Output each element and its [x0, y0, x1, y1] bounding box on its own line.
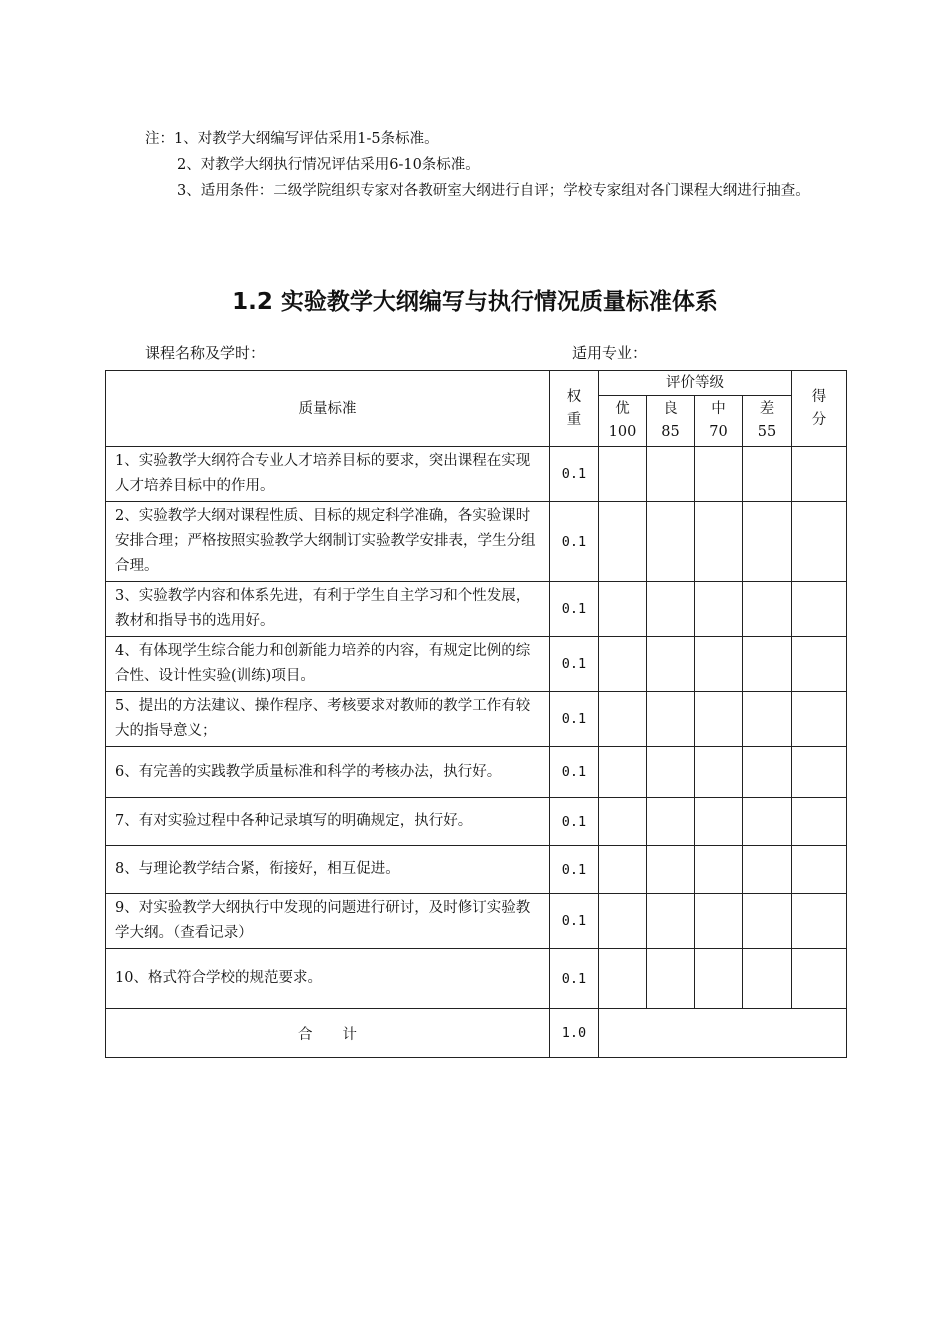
criterion-text: 10、格式符合学校的规范要求。 — [106, 949, 550, 1009]
applicable-major-label: 适用专业： — [572, 344, 648, 362]
criterion-text: 4、有体现学生综合能力和创新能力培养的内容，有规定比例的综合性、设计性实验(训练)项目。 — [106, 637, 550, 692]
rating-cell — [695, 582, 743, 637]
rating-cell — [743, 747, 792, 798]
rating-cell — [695, 502, 743, 582]
grade-good: 良 85 — [647, 396, 695, 447]
score-cell — [792, 502, 847, 582]
criterion-weight: 0.1 — [550, 798, 599, 846]
rating-cell — [695, 894, 743, 949]
rating-cell — [695, 798, 743, 846]
table-row — [106, 502, 847, 582]
score-cell — [792, 747, 847, 798]
criterion-weight: 0.1 — [550, 502, 599, 582]
criterion-weight: 0.1 — [550, 447, 599, 502]
total-weight: 1.0 — [550, 1009, 599, 1058]
criterion-text: 8、与理论教学结合紧，衔接好，相互促进。 — [106, 846, 550, 894]
rating-cell — [743, 894, 792, 949]
rating-cell — [599, 798, 647, 846]
rating-cell — [599, 447, 647, 502]
total-row — [106, 1009, 847, 1058]
notes-block — [145, 126, 815, 204]
grade-medium: 中 70 — [695, 396, 743, 447]
header-standard: 质量标准 — [106, 371, 550, 447]
score-cell — [792, 894, 847, 949]
criterion-text: 5、提出的方法建议、操作程序、考核要求对教师的教学工作有较大的指导意义； — [106, 692, 550, 747]
rating-cell — [695, 846, 743, 894]
rating-cell — [695, 692, 743, 747]
rating-cell — [695, 747, 743, 798]
rating-cell — [647, 894, 695, 949]
score-cell — [792, 692, 847, 747]
header-rating: 评价等级 — [599, 371, 792, 396]
table-row — [106, 637, 847, 692]
quality-standard-table — [105, 370, 847, 1058]
table-row — [106, 798, 847, 846]
rating-cell — [743, 582, 792, 637]
rating-cell — [743, 502, 792, 582]
criterion-weight: 0.1 — [550, 637, 599, 692]
criterion-text: 6、有完善的实践教学质量标准和科学的考核办法，执行好。 — [106, 747, 550, 798]
criterion-text: 9、对实验教学大纲执行中发现的问题进行研讨，及时修订实验教学大纲。（查看记录） — [106, 894, 550, 949]
rating-cell — [599, 747, 647, 798]
criterion-weight: 0.1 — [550, 582, 599, 637]
total-label: 合 计 — [106, 1009, 550, 1058]
rating-cell — [599, 582, 647, 637]
criterion-text: 1、实验教学大纲符合专业人才培养目标的要求，突出课程在实现人才培养目标中的作用。 — [106, 447, 550, 502]
score-cell — [792, 447, 847, 502]
rating-cell — [647, 692, 695, 747]
rating-cell — [599, 894, 647, 949]
score-cell — [792, 637, 847, 692]
criterion-weight: 0.1 — [550, 692, 599, 747]
header-row-1 — [106, 371, 847, 396]
rating-cell — [647, 447, 695, 502]
header-weight: 权 重 — [550, 371, 599, 447]
rating-cell — [647, 798, 695, 846]
note-line-3: 3、适用条件：二级学院组织专家对各教研室大纲进行自评；学校专家组对各门课程大纲进行抽查。 — [177, 183, 810, 199]
rating-cell — [743, 447, 792, 502]
rating-cell — [647, 747, 695, 798]
note-line-1: 注：1、对教学大纲编写评估采用1-5条标准。 — [145, 131, 439, 147]
score-cell — [792, 846, 847, 894]
header-score: 得 分 — [792, 371, 847, 447]
criterion-weight: 0.1 — [550, 747, 599, 798]
table-row — [106, 582, 847, 637]
rating-cell — [743, 692, 792, 747]
score-cell — [792, 582, 847, 637]
total-score-cell — [599, 1009, 847, 1058]
rating-cell — [647, 637, 695, 692]
criterion-text: 3、实验教学内容和体系先进，有利于学生自主学习和个性发展，教材和指导书的选用好。 — [106, 582, 550, 637]
rating-cell — [599, 637, 647, 692]
criterion-weight: 0.1 — [550, 846, 599, 894]
score-cell — [792, 949, 847, 1009]
rating-cell — [695, 949, 743, 1009]
rating-cell — [647, 502, 695, 582]
rating-cell — [743, 949, 792, 1009]
criterion-text: 2、实验教学大纲对课程性质、目标的规定科学准确，各实验课时安排合理；严格按照实验教学大纲制订实验教学安排表，学生分组合理。 — [106, 502, 550, 582]
criterion-text: 7、有对实验过程中各种记录填写的明确规定，执行好。 — [106, 798, 550, 846]
note-line-2: 2、对教学大纲执行情况评估采用6-10条标准。 — [177, 157, 480, 173]
criterion-weight: 0.1 — [550, 949, 599, 1009]
rating-cell — [599, 692, 647, 747]
table-row — [106, 949, 847, 1009]
grade-poor: 差 55 — [743, 396, 792, 447]
rating-cell — [647, 949, 695, 1009]
section-title: 1.2 实验教学大纲编写与执行情况质量标准体系 — [232, 289, 718, 315]
score-cell — [792, 798, 847, 846]
grade-excellent: 优 100 — [599, 396, 647, 447]
table-row — [106, 894, 847, 949]
course-name-label: 课程名称及学时： — [145, 344, 266, 362]
table-row — [106, 846, 847, 894]
rating-cell — [743, 798, 792, 846]
table-row — [106, 747, 847, 798]
rating-cell — [599, 846, 647, 894]
table-row — [106, 692, 847, 747]
rating-cell — [599, 949, 647, 1009]
rating-cell — [743, 637, 792, 692]
rating-cell — [743, 846, 792, 894]
criterion-weight: 0.1 — [550, 894, 599, 949]
rating-cell — [599, 502, 647, 582]
table-row — [106, 447, 847, 502]
rating-cell — [695, 447, 743, 502]
rating-cell — [647, 582, 695, 637]
rating-cell — [695, 637, 743, 692]
rating-cell — [647, 846, 695, 894]
